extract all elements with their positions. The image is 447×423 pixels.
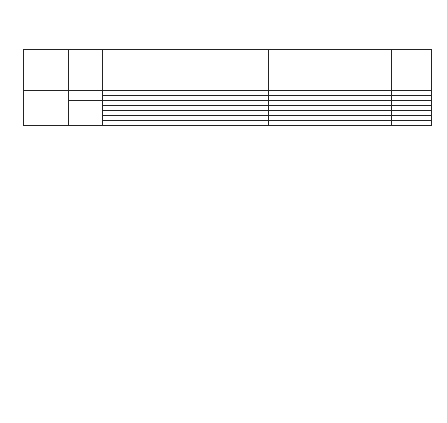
plan-table bbox=[23, 49, 432, 126]
header-week bbox=[69, 50, 103, 91]
week-cell bbox=[69, 101, 103, 126]
week-cell bbox=[69, 91, 103, 101]
month-cell bbox=[24, 91, 69, 126]
header-row bbox=[24, 50, 432, 91]
header-month bbox=[24, 50, 69, 91]
header-content bbox=[103, 50, 269, 91]
handwritten-signature bbox=[215, 320, 275, 360]
participants-cell bbox=[269, 121, 392, 126]
header-adjust bbox=[392, 50, 432, 91]
content-cell bbox=[103, 121, 269, 126]
adjust-cell bbox=[392, 121, 432, 126]
header-participants bbox=[269, 50, 392, 91]
